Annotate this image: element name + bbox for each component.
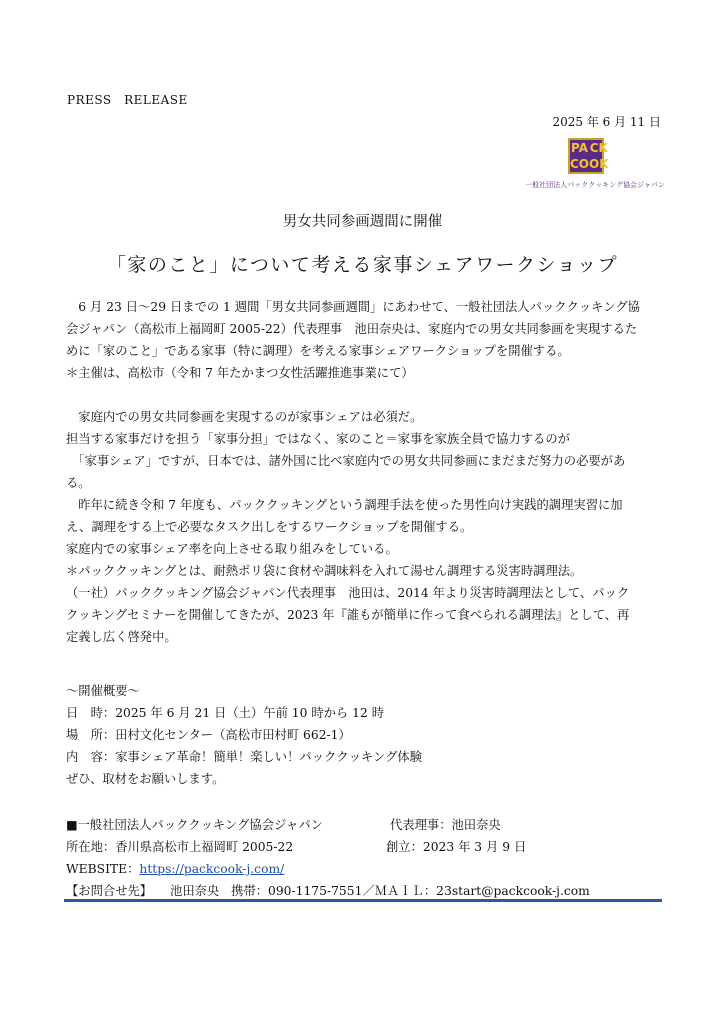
press-release-label: PRESS RELEASE [67,93,188,107]
event-overview [66,680,666,790]
text-line: え、調理をする上で必要なタスク出しをするワークショップを開催する。 [66,520,473,534]
logo-letter: OK [589,157,609,171]
text-line: （一社）パッククッキング協会ジャパン代表理事 池田は、2014 年より災害時調理法として、パック [66,586,630,600]
intro-paragraph [66,296,666,384]
contact-label: 【お問合せ先】 [66,884,153,898]
website-label: WEBSITE： [66,862,140,876]
footer-address: 所在地：香川県高松市上福岡町 2005-22 [66,840,294,854]
contact-person: 池田奈央 [170,884,220,898]
overview-content: 内 容：家事シェア革命！簡単！楽しい！パッククッキング体験 [66,750,422,764]
headline: 男女共同参画週間に開催 [282,214,443,230]
text-line: 昨年に続き令和 7 年度も、パッククッキングという調理手法を使った男性向け実践的調理実習に加 [66,498,623,512]
website-link[interactable]: https://packcook-j.com/ [139,862,285,876]
overview-venue: 場 所：田村文化センター（高松市田村町 662-1） [66,728,351,742]
footer-website [66,859,284,877]
text-line: 担当する家事だけを担う「家事分担」ではなく、家のこと＝家事を家族全員で協力するのが [66,432,570,446]
logo-letter: CK [589,141,608,155]
contact-phone-mail: 携帯：090-1175-7551／ＭＡＩＬ：23start@packcook-j.com [231,884,590,898]
logo-caption: 一般社団法人パッククッキング協会ジャパン [525,181,665,189]
document-title: 「家のこと」について考える家事シェアワークショップ [106,254,619,276]
logo-letter: PA [571,141,588,155]
footer-org: ■一般社団法人パッククッキング協会ジャパン [66,818,323,832]
footer-contact [66,881,590,899]
text-line: ＊主催は、高松市（令和 7 年たかまつ女性活躍推進事業にて） [66,366,414,380]
text-line: る。 [66,476,91,490]
logo-letter: CO [570,157,590,171]
text-line: 家庭内での男女共同参画を実現するのが家事シェアは必須だ。 [66,410,423,424]
overview-heading: 〜開催概要〜 [66,684,140,698]
text-line: クッキングセミナーを開催してきたが、2023 年『誰もが簡単に作って食べられる調理法』として、再 [66,608,630,622]
overview-request: ぜひ、取材をお願いします。 [66,772,225,786]
text-line: 会ジャパン（高松市上福岡町 2005-22）代表理事 池田奈央は、家庭内での男女共同参画を実現するた [66,322,638,336]
logo-mark [568,138,609,174]
text-line: めに「家のこと」である家事（特に調理）を考える家事シェアワークショップを開催する。 [66,344,570,358]
text-line: 6 月 23 日〜29 日までの 1 週間「男女共同参画週間」にあわせて、一般社団法人パッククッキング協 [66,300,640,314]
text-line: 家庭内での家事シェア率を向上させる取り組みをしている。 [66,542,398,556]
footer-founded: 創立：2023 年 3 月 9 日 [386,840,527,854]
text-line: 「家事シェア」ですが、日本では、諸外国に比べ家庭内での男女共同参画にまだまだ努力の必要があ [66,454,626,468]
footer-divider [64,899,662,902]
overview-datetime: 日 時：2025 年 6 月 21 日（土）午前 10 時から 12 時 [66,706,384,720]
organization-logo [520,138,670,200]
text-line: ＊パッククッキングとは、耐熱ポリ袋に食材や調味料を入れて湯せん調理する災害時調理法。 [66,564,583,578]
text-line: 定義し広く啓発中。 [66,630,177,644]
body-paragraph [66,406,666,648]
footer-rep: 代表理事：池田奈央 [390,818,501,832]
release-date: 2025 年 6 月 11 日 [552,115,661,129]
